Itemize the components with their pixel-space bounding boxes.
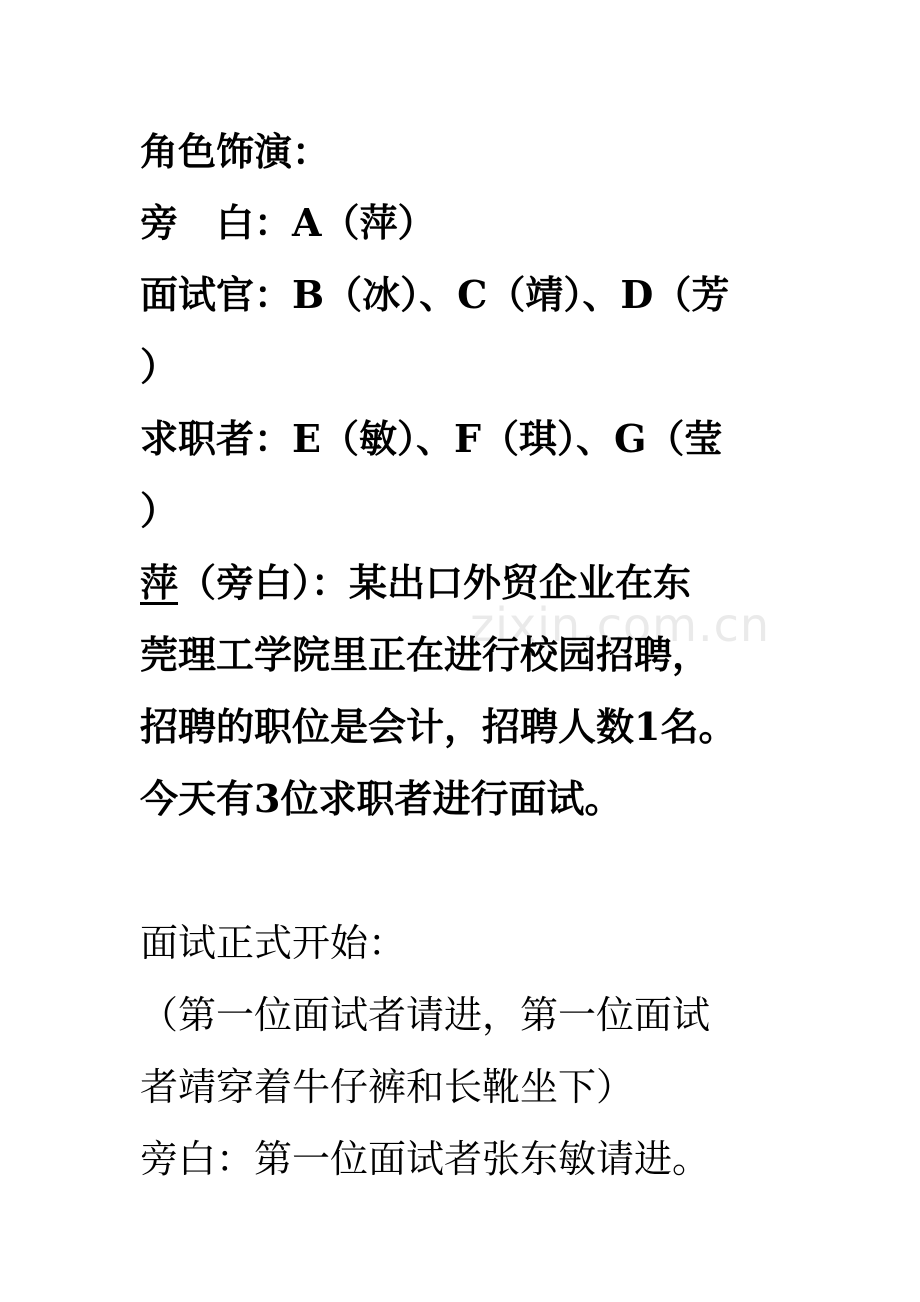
intro-line-4: 今天有3位求职者进行面试。 <box>140 776 623 821</box>
narration-line: 旁白：第一位面试者张东敏请进。 <box>140 1137 711 1181</box>
role-interviewers-close: ） <box>140 344 179 389</box>
role-narrator <box>140 193 780 253</box>
intro-line-1-rest: （旁白）：某出口外贸企业在东 <box>178 560 692 605</box>
stage-direction-line-1: （第一位面试者请进，第一位面试 <box>140 993 711 1037</box>
role-narrator-label-a: 旁 <box>140 200 179 245</box>
roles-heading: 角色饰演： <box>140 129 331 174</box>
role-narrator-label-b: 白：A（萍） <box>216 200 436 245</box>
intro-line-1 <box>140 553 780 613</box>
role-candidates-close: ） <box>140 488 179 533</box>
role-candidates: 求职者：E（敏）、F（琪）、G（莹 <box>140 416 723 461</box>
role-interviewers: 面试官：B（冰）、C（靖）、D（芳 <box>140 272 730 317</box>
intro-speaker: 萍 <box>140 560 179 605</box>
stage-direction-line-2: 者靖穿着牛仔裤和长靴坐下） <box>140 1065 635 1109</box>
scene-start: 面试正式开始： <box>140 921 407 965</box>
intro-line-3: 招聘的职位是会计，招聘人数1名。 <box>140 704 737 749</box>
watermark: zixin.com.cn <box>470 598 771 652</box>
intro-line-2: 莞理工学院里正在进行校园招聘， <box>140 632 711 677</box>
